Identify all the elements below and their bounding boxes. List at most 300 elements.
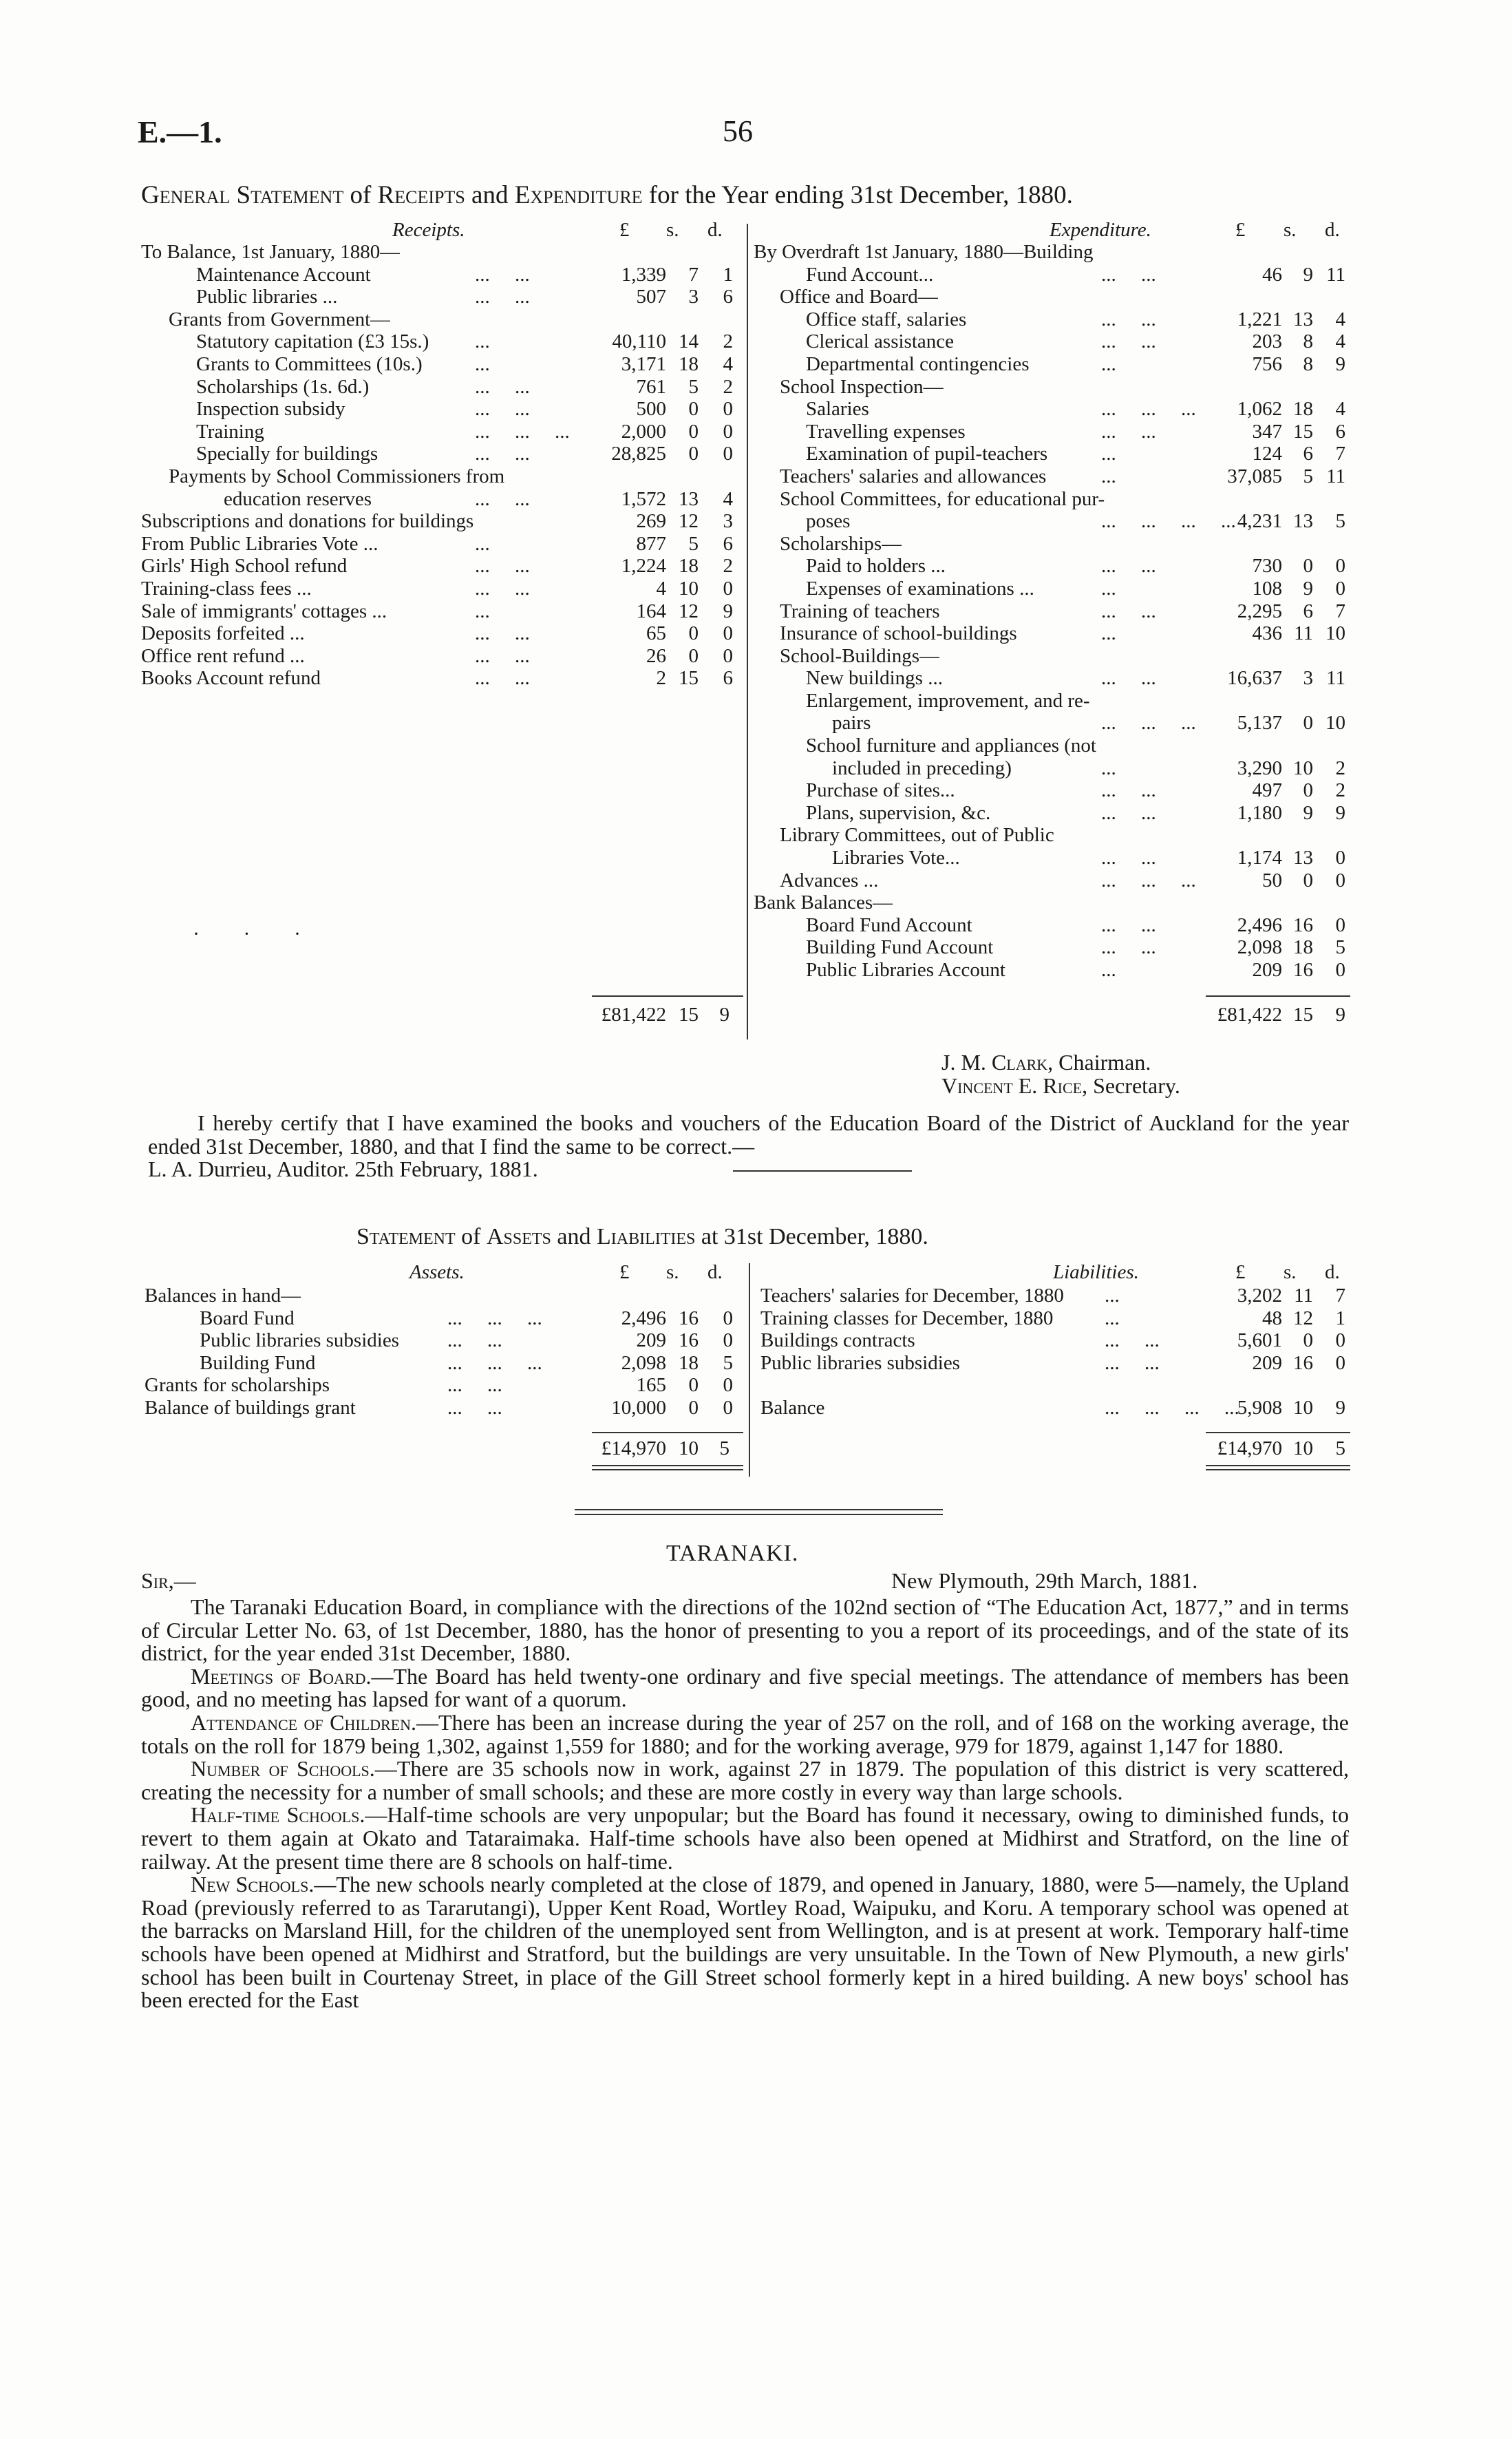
row-label: Deposits forfeited ... [141, 622, 305, 645]
row-label: By Overdraft 1st January, 1880—Building [754, 241, 1094, 263]
amount-pence: 9 [723, 600, 733, 622]
row-label: Teachers' salaries and allowances [780, 465, 1047, 487]
assets-total-pounds: £14,970 [601, 1437, 666, 1459]
leader-dots: ... ... [475, 263, 530, 286]
amount-shillings: 8 [1303, 352, 1313, 375]
receipts-total-pounds: £81,422 [601, 1004, 666, 1026]
expenditure-row [0, 735, 1512, 757]
signatures [941, 1050, 1180, 1097]
amount-pence: 11 [1326, 667, 1345, 690]
amount-pounds: 3,290 [1237, 757, 1282, 779]
row-label: Statutory capitation (£3 15s.) [196, 330, 429, 353]
section-rule [733, 1170, 912, 1172]
amount-shillings: 16 [1293, 914, 1313, 936]
amount-pence: 5 [1335, 936, 1345, 959]
amount-shillings: 0 [1303, 712, 1313, 735]
leader-dots: ... [475, 352, 490, 375]
expenditure-row [0, 465, 1512, 488]
leader-dots: ... ... [1101, 330, 1156, 353]
leader-dots: ... ... [447, 1329, 502, 1352]
leader-dots: ... ... [1101, 308, 1156, 330]
leader-dots: ... ... ... [1101, 398, 1196, 421]
amount-pence: 2 [723, 330, 733, 353]
leader-dots: ... ... [447, 1374, 502, 1397]
row-label: Office rent refund ... [141, 644, 305, 667]
row-label: Insurance of school-buildings [780, 622, 1017, 645]
statement2-column-heads: Assets. £ s. d. Liabilities. £ s. d. [409, 1261, 1340, 1283]
amount-pounds: 108 [1252, 577, 1282, 600]
expenditure-row [0, 376, 1512, 399]
row-label: School-Buildings— [780, 644, 940, 667]
amount-shillings: 0 [688, 1396, 699, 1419]
amount-shillings: 16 [679, 1329, 699, 1352]
amount-pounds: 1,174 [1237, 847, 1282, 869]
leader-dots: ... [475, 330, 490, 353]
row-label: Public Libraries Account [806, 959, 1005, 981]
amount-shillings: 3 [688, 286, 699, 308]
amount-pounds: 10,000 [611, 1396, 666, 1419]
statement2-totals: £14,970 10 5 £14,970 10 5 [0, 1437, 1512, 1461]
row-label: Maintenance Account [196, 263, 371, 286]
amount-pounds: 1,221 [1237, 308, 1282, 330]
amount-shillings: 15 [1293, 420, 1313, 443]
leader-dots: ... ... [1101, 420, 1156, 443]
liabilities-table [0, 1285, 1512, 1419]
expenditure-row [0, 353, 1512, 376]
row-label: New buildings ... [806, 667, 943, 690]
row-label: Clerical assistance [806, 330, 954, 353]
amount-pence: 4 [723, 352, 733, 375]
leader-dots: ... ... [1101, 801, 1156, 824]
report-paragraph: Attendance of Children.—There has been an increase during the year of 257 on the roll, and of 168 on the working average, the totals on the roll for 1879 being 1,302, against 1,559 for 1880; and for the working average, 979 for 1879, against 1,147 for 1880. [141, 1709, 1349, 1758]
expenditure-row [0, 891, 1512, 914]
row-label: Paid to holders ... [806, 555, 946, 578]
amount-pounds: 46 [1262, 263, 1282, 286]
row-label: Payments by School Commissioners from [169, 465, 505, 487]
amount-pounds: 2,496 [621, 1307, 666, 1329]
row-label: Scholarships— [780, 532, 902, 555]
amount-shillings: 5 [688, 375, 699, 398]
leader-dots: ... [1101, 352, 1116, 375]
amount-shillings: 11 [1294, 622, 1313, 645]
amount-pounds: 1,180 [1237, 801, 1282, 824]
expenditure-row [0, 757, 1512, 780]
amount-pence: 10 [1325, 712, 1345, 735]
expenditure-row [0, 600, 1512, 623]
amount-shillings: 10 [1293, 1396, 1313, 1419]
amount-shillings: 16 [1293, 959, 1313, 981]
row-label: Bank Balances— [754, 891, 893, 914]
amount-shillings: 0 [688, 1374, 699, 1397]
leader-dots: ... [1101, 465, 1116, 487]
leader-dots: ... [1101, 757, 1116, 779]
amount-pounds: 1,062 [1237, 398, 1282, 421]
amount-pounds: 40,110 [612, 330, 666, 353]
amount-shillings: 13 [679, 487, 699, 510]
amount-pence: 1 [723, 263, 733, 286]
liabilities-row [0, 1307, 1512, 1330]
row-label: Sale of immigrants' cottages ... [141, 600, 387, 622]
row-label: Teachers' salaries for December, 1880 [760, 1285, 1064, 1307]
row-label: Board Fund [200, 1307, 295, 1329]
amount-pounds: 4,231 [1237, 510, 1282, 533]
amount-pounds: 507 [636, 286, 666, 308]
liabilities-total-rule [1206, 1432, 1350, 1433]
row-label: Public libraries ... [196, 286, 338, 308]
row-label: Building Fund Account [806, 936, 994, 959]
row-label: Specially for buildings [196, 443, 379, 465]
amount-shillings: 18 [679, 555, 699, 578]
amount-shillings: 18 [1293, 936, 1313, 959]
amount-pence: 0 [723, 1329, 733, 1352]
amount-pence: 2 [1335, 757, 1345, 779]
row-label: School Committees, for educational pur- [780, 487, 1105, 510]
row-label: Scholarships (1s. 6d.) [196, 375, 370, 398]
leader-dots: ... ... [447, 1396, 502, 1419]
expenditure-row [0, 779, 1512, 802]
expenditure-table [0, 241, 1512, 982]
row-label: education reserves [224, 487, 372, 510]
place-date: New Plymouth, 29th March, 1881. [891, 1568, 1198, 1593]
amount-pence: 4 [1335, 308, 1345, 330]
leader-dots: ... ... [475, 375, 530, 398]
expenditure-row [0, 443, 1512, 465]
liabilities-row [0, 1352, 1512, 1375]
amount-shillings: 18 [679, 1351, 699, 1374]
amount-pounds: 164 [636, 600, 666, 622]
separator-rule [575, 1509, 943, 1515]
expenditure-row [0, 802, 1512, 825]
amount-shillings: 0 [1303, 779, 1313, 802]
amount-shillings: 10 [1293, 757, 1313, 779]
assets-double-rule [592, 1465, 743, 1470]
row-label: Enlargement, improvement, and re- [806, 689, 1090, 712]
leader-dots: ... ... ... [447, 1307, 542, 1329]
amount-pence: 0 [723, 1307, 733, 1329]
amount-shillings: 0 [1303, 869, 1313, 891]
amount-pence: 6 [723, 532, 733, 555]
expenditure-row [0, 398, 1512, 421]
expenditure-row [0, 555, 1512, 578]
leader-dots: ... ... [475, 443, 530, 465]
row-label: Buildings contracts [760, 1329, 915, 1352]
amount-shillings: 9 [1303, 577, 1313, 600]
amount-pence: 0 [1335, 555, 1345, 578]
liabilities-row [0, 1397, 1512, 1419]
amount-pounds: 16,637 [1227, 667, 1282, 690]
leader-dots: ... ... [1101, 263, 1156, 286]
liabilities-total-pounds: £14,970 [1217, 1437, 1282, 1459]
row-label: poses [806, 510, 851, 533]
leader-dots: ... [1101, 577, 1116, 600]
amount-shillings: 13 [1293, 308, 1313, 330]
taranaki-heading: TARANAKI. [666, 1541, 799, 1566]
receipts-total-rule [592, 995, 743, 997]
row-label: Purchase of sites... [806, 779, 955, 802]
row-label: Departmental contingencies [806, 352, 1030, 375]
amount-pounds: 730 [1252, 555, 1282, 578]
leader-dots: ... ... [475, 577, 530, 600]
expenditure-row [0, 959, 1512, 982]
report-paragraph: The Taranaki Education Board, in compliance with the directions of the 102nd section of “The Education Act, 1877,” and in terms of Circular Letter No. 63, of 1st December, 1880, has the honor of presenting to you a report of its proceedings, and of the state of its district, for the year ended 31st December, 1880. [141, 1594, 1349, 1666]
amount-shillings: 0 [688, 420, 699, 443]
amount-pounds: 2,000 [621, 420, 666, 443]
leader-dots: ... ... [475, 622, 530, 645]
amount-pence: 4 [1335, 330, 1345, 353]
amount-pounds: 756 [1252, 352, 1282, 375]
amount-pounds: 37,085 [1227, 465, 1282, 487]
amount-pounds: 1,224 [621, 555, 666, 578]
amount-pence: 9 [1335, 801, 1345, 824]
amount-pence: 6 [1335, 420, 1345, 443]
amount-pounds: 4 [656, 577, 666, 600]
row-label: Plans, supervision, &c. [806, 801, 991, 824]
row-label: School furniture and appliances (not [806, 735, 1096, 757]
amount-shillings: 14 [679, 330, 699, 353]
amount-pence: 0 [723, 420, 733, 443]
leader-dots: ... [1101, 622, 1116, 645]
row-label: Books Account refund [141, 667, 321, 690]
amount-pence: 0 [1335, 869, 1345, 891]
leader-dots: ... ... [1101, 847, 1156, 869]
row-label: Grants to Committees (10s.) [196, 352, 423, 375]
amount-pounds: 2,295 [1237, 600, 1282, 622]
amount-shillings: 9 [1303, 801, 1313, 824]
report-body [141, 1596, 1349, 2012]
row-label: Fund Account... [806, 263, 934, 286]
amount-pence: 6 [723, 286, 733, 308]
amount-pence: 1 [1335, 1307, 1345, 1329]
leader-dots: ... [475, 600, 490, 622]
amount-pence: 5 [1335, 510, 1345, 533]
amount-shillings: 15 [679, 667, 699, 690]
amount-shillings: 0 [688, 398, 699, 421]
leader-dots: ... ... [475, 398, 530, 421]
leader-dots: ... ... [1101, 779, 1156, 802]
row-label: Training classes for December, 1880 [760, 1307, 1054, 1329]
row-label: Office staff, salaries [806, 308, 967, 330]
amount-pence: 2 [723, 555, 733, 578]
amount-pence: 3 [723, 510, 733, 533]
leader-dots: ... ... ... [1101, 869, 1196, 891]
assets-total-rule [592, 1432, 743, 1433]
amount-shillings: 0 [688, 644, 699, 667]
expenditure-row [0, 824, 1512, 847]
amount-shillings: 9 [1303, 263, 1313, 286]
row-label: Grants for scholarships [145, 1374, 330, 1397]
leader-dots: ... ... ... [447, 1351, 542, 1374]
leader-dots: ... ... ... [1101, 712, 1196, 735]
amount-pounds: 26 [646, 644, 666, 667]
expenditure-row [0, 578, 1512, 600]
statement1-totals: £81,422 15 9 £81,422 15 9 [0, 1004, 1512, 1027]
leader-dots: ... ... [475, 487, 530, 510]
amount-shillings: 5 [688, 532, 699, 555]
expenditure-row [0, 308, 1512, 331]
amount-pence: 7 [1335, 443, 1345, 465]
amount-pounds: 497 [1252, 779, 1282, 802]
statement1-divider [747, 224, 748, 1039]
amount-shillings: 13 [1293, 847, 1313, 869]
expenditure-row [0, 667, 1512, 690]
amount-pounds: 124 [1252, 443, 1282, 465]
row-label: Public libraries subsidies [200, 1329, 399, 1352]
amount-pounds: 1,572 [621, 487, 666, 510]
leader-dots: ... [1105, 1285, 1120, 1307]
amount-shillings: 13 [1293, 510, 1313, 533]
amount-pence: 2 [723, 375, 733, 398]
amount-pounds: 436 [1252, 622, 1282, 645]
row-label: Inspection subsidy [196, 398, 345, 421]
amount-pence: 5 [723, 1351, 733, 1374]
expenditure-row [0, 690, 1512, 712]
receipts-heading: Receipts. [392, 219, 465, 241]
expenditure-row [0, 421, 1512, 443]
amount-shillings: 12 [679, 510, 699, 533]
expenditure-row [0, 330, 1512, 353]
leader-dots: ... ... [475, 644, 530, 667]
amount-pence: 7 [1335, 1285, 1345, 1307]
assets-heading: Assets. [409, 1261, 465, 1283]
amount-pounds: 2,098 [621, 1351, 666, 1374]
report-paragraph: Number of Schools.—There are 35 schools now in work, against 27 in 1879. The population of this district is very scattered, creating the necessity for a number of small schools; and these are more costly in every way than large schools. [141, 1756, 1349, 1804]
liabilities-row [0, 1329, 1512, 1352]
amount-pounds: 2,496 [1237, 914, 1282, 936]
amount-pence: 11 [1326, 263, 1345, 286]
leader-dots: ... ... [475, 555, 530, 578]
amount-shillings: 6 [1303, 443, 1313, 465]
leader-dots: ... ... ... ... [1101, 510, 1236, 533]
page-number: 56 [723, 114, 753, 148]
amount-pence: 0 [723, 577, 733, 600]
liabilities-row [0, 1374, 1512, 1397]
leader-dots: ... ... [1101, 936, 1156, 959]
row-label: Subscriptions and donations for buildings [141, 510, 474, 533]
amount-pence: 4 [723, 487, 733, 510]
amount-shillings: 0 [688, 622, 699, 645]
row-label: School Inspection— [780, 375, 944, 398]
amount-pence: 11 [1326, 465, 1345, 487]
leader-dots: ... ... [1101, 914, 1156, 936]
row-label: Balance of buildings grant [145, 1396, 356, 1419]
row-label: pairs [832, 712, 871, 735]
amount-pounds: 209 [636, 1329, 666, 1352]
amount-pounds: 2 [656, 667, 666, 690]
expenditure-row [0, 533, 1512, 556]
expenditure-row [0, 510, 1512, 533]
stray-marks: · · · [193, 922, 320, 945]
amount-shillings: 0 [1303, 1329, 1313, 1352]
row-label: included in preceding) [832, 757, 1012, 779]
row-label: Balances in hand— [145, 1285, 301, 1307]
amount-shillings: 0 [1303, 555, 1313, 578]
expenditure-total-rule [1206, 995, 1350, 997]
leader-dots: ... [1101, 443, 1116, 465]
amount-pence: 0 [1335, 1351, 1345, 1374]
report-paragraph: Meetings of Board.—The Board has held twenty-one ordinary and five special meetings. The attendance of members has been good, and no meeting has lapsed for want of a quorum. [141, 1663, 1349, 1712]
row-label: Expenses of examinations ... [806, 577, 1034, 600]
row-label: Balance [760, 1396, 825, 1419]
amount-pounds: 5,137 [1237, 712, 1282, 735]
expenditure-row [0, 241, 1512, 264]
amount-pence: 4 [1335, 398, 1345, 421]
amount-shillings: 16 [1293, 1351, 1313, 1374]
leader-dots: ... ... [1101, 600, 1156, 622]
row-label: Public libraries subsidies [760, 1351, 960, 1374]
amount-pounds: 1,339 [621, 263, 666, 286]
expenditure-row [0, 622, 1512, 645]
amount-pence: 0 [723, 398, 733, 421]
leader-dots: ... ... [1105, 1351, 1160, 1374]
auditor-line: L. A. Durrieu, Auditor. 25th February, 1881. [148, 1157, 538, 1182]
amount-shillings: 16 [679, 1307, 699, 1329]
leader-dots: ... ... [475, 286, 530, 308]
signature-chairman: J. M. Clark, Chairman. [941, 1050, 1151, 1075]
expenditure-row [0, 712, 1512, 735]
amount-pounds: 28,825 [611, 443, 666, 465]
expenditure-heading: Expenditure. [1050, 219, 1151, 241]
amount-pence: 9 [1335, 1396, 1345, 1419]
row-label: Training of teachers [780, 600, 940, 622]
leader-dots: ... ... ... [475, 420, 570, 443]
leader-dots: ... [475, 532, 490, 555]
expenditure-row [0, 869, 1512, 892]
amount-pence: 0 [723, 1374, 733, 1397]
expenditure-row [0, 488, 1512, 511]
amount-pence: 0 [723, 1396, 733, 1419]
expenditure-row [0, 264, 1512, 286]
row-label: Salaries [806, 398, 869, 421]
liabilities-row [0, 1285, 1512, 1307]
amount-pounds: 761 [636, 375, 666, 398]
expenditure-row [0, 847, 1512, 869]
row-label: Travelling expenses [806, 420, 966, 443]
amount-shillings: 12 [679, 600, 699, 622]
salutation: Sir,— [141, 1568, 196, 1593]
amount-pounds: 5,908 [1237, 1396, 1282, 1419]
amount-pounds: 48 [1262, 1307, 1282, 1329]
leader-dots: ... ... [475, 667, 530, 690]
row-label: Grants from Government— [169, 308, 391, 330]
amount-pence: 0 [723, 443, 733, 465]
amount-pence: 0 [1335, 577, 1345, 600]
amount-pounds: 269 [636, 510, 666, 533]
amount-pence: 0 [723, 622, 733, 645]
amount-pounds: 3,202 [1237, 1285, 1282, 1307]
amount-shillings: 3 [1303, 667, 1313, 690]
liabilities-double-rule [1206, 1465, 1350, 1470]
row-label: Building Fund [200, 1351, 316, 1374]
row-label: Libraries Vote... [832, 847, 960, 869]
row-label: Examination of pupil-teachers [806, 443, 1048, 465]
leader-dots: ... [1105, 1307, 1120, 1329]
amount-pounds: 500 [636, 398, 666, 421]
amount-shillings: 12 [1293, 1307, 1313, 1329]
leader-dots: ... ... ... ... [1105, 1396, 1239, 1419]
row-label: From Public Libraries Vote ... [141, 532, 379, 555]
row-label: To Balance, 1st January, 1880— [141, 241, 401, 263]
amount-pence: 0 [723, 644, 733, 667]
amount-pounds: 165 [636, 1374, 666, 1397]
leader-dots: ... ... [1101, 667, 1156, 690]
amount-pounds: 209 [1252, 1351, 1282, 1374]
amount-pounds: 877 [636, 532, 666, 555]
amount-pounds: 5,601 [1237, 1329, 1282, 1352]
amount-pence: 0 [1335, 914, 1345, 936]
amount-shillings: 0 [688, 443, 699, 465]
amount-pence: 6 [723, 667, 733, 690]
amount-pounds: 65 [646, 622, 666, 645]
